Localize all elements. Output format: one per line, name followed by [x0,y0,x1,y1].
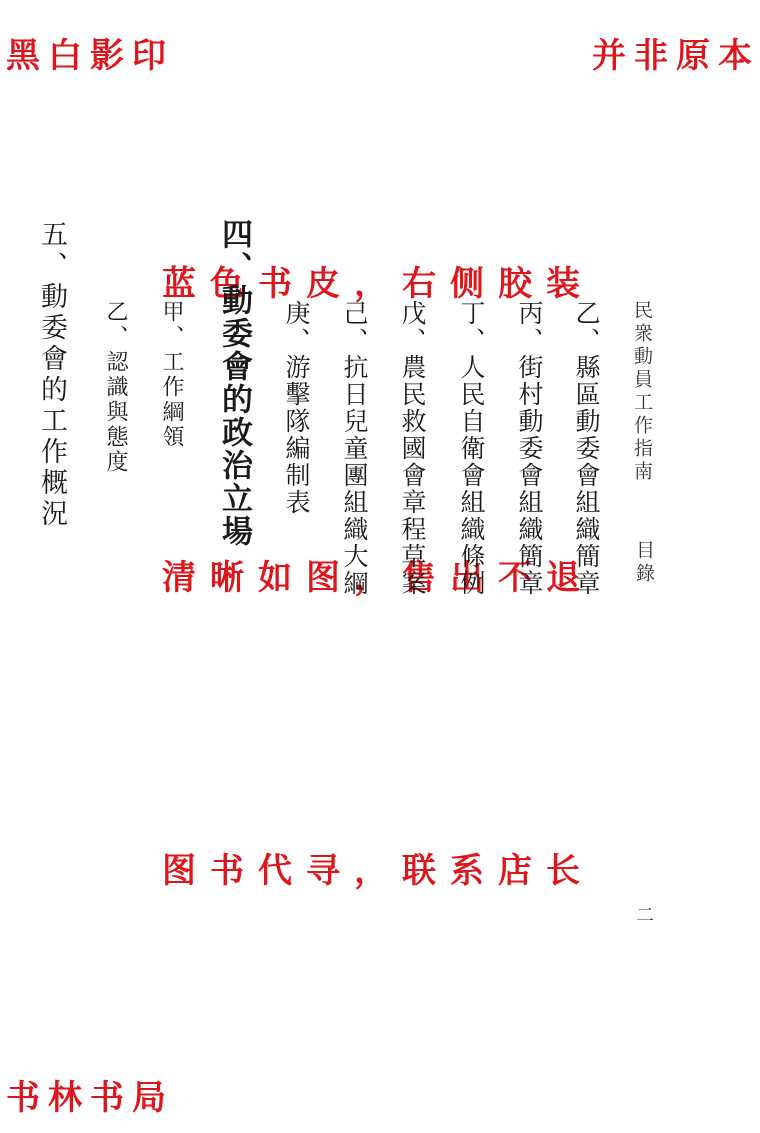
watermark-banner-3: 图书代寻，联系店长 [162,851,594,891]
page-number: 二 [633,905,654,927]
toc-item-ji: 己、抗日兒童團組織大綱 [340,300,369,597]
toc-section-four: 四、動委會的政治立場 [216,218,252,548]
running-header-title: 民衆動員工作指南 [631,300,653,484]
watermark-banner-1: 蓝色书皮，右侧胶装 [162,264,594,304]
toc-item-ding: 丁、人民自衛會組織條例 [457,300,486,597]
toc-item-jia: 甲、工作綱領 [159,300,184,450]
toc-item-wu: 戊、農民救國會章程草案 [398,300,427,597]
watermark-top-right: 并非原本 [592,36,760,76]
toc-item-yi: 乙、縣區動委會組織簡章 [572,300,601,597]
running-header-section: 目錄 [633,540,655,586]
toc-item-yi-attitude: 乙、認識與態度 [103,300,128,475]
watermark-top-left: 黑白影印 [6,36,174,76]
toc-item-geng: 庚、游擊隊編制表 [282,300,311,516]
watermark-banner-2: 清晰如图，售出不退 [162,558,594,598]
watermark-bottom-left: 书林书局 [6,1078,174,1118]
toc-section-five: 五、動委會的工作概況 [36,220,67,530]
toc-item-bing: 丙、街村動委會組織簡章 [515,300,544,597]
